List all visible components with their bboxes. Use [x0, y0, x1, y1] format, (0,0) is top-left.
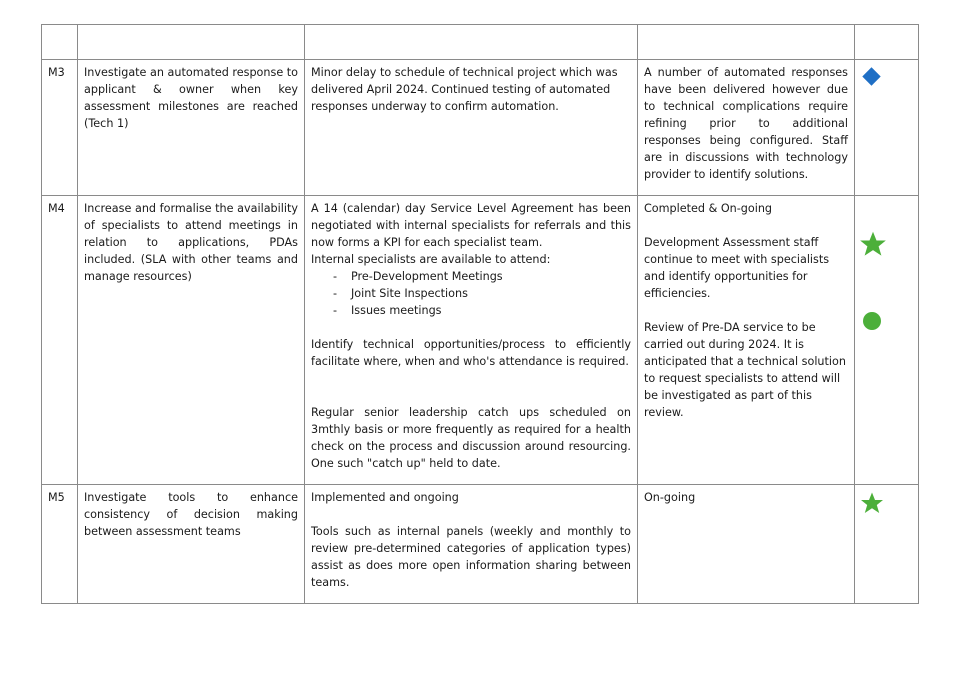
- status-cell: [638, 196, 855, 485]
- status-label: Completed & On-going: [644, 202, 773, 215]
- progress-cell: [305, 196, 638, 485]
- table-row: [42, 196, 919, 485]
- progress-paragraph: Identify technical opportunities/process to efficiently facilitate where, when and who's attendance is required.: [311, 338, 631, 368]
- progress-cell: Minor delay to schedule of technical project which was delivered April 2024. Continued testing of automated responses underway to confirm automation.: [305, 60, 638, 196]
- star-icon: [859, 230, 887, 258]
- status-paragraph: Development Assessment staff continue to meet with specialists and identify opportunities for efficiencies.: [644, 236, 830, 300]
- table-row: [42, 485, 919, 604]
- circle-icon: [863, 312, 881, 330]
- status-cell: On-going: [638, 485, 855, 604]
- action-cell: [78, 25, 305, 60]
- action-table-page: [41, 24, 919, 604]
- action-table: [41, 24, 919, 604]
- table-row: [42, 60, 919, 196]
- id-cell: M5: [42, 485, 78, 604]
- progress-cell: [305, 25, 638, 60]
- list-item: - Issues meetings: [351, 302, 631, 319]
- indicator-cell: [855, 485, 919, 604]
- indicator-cell: [855, 25, 919, 60]
- status-paragraph: Review of Pre-DA service to be carried out during 2024. It is anticipated that a technical solution to request specialists to attend will be investigated as part of this review.: [644, 321, 846, 419]
- indicator-cell: [855, 196, 919, 485]
- progress-paragraph: Tools such as internal panels (weekly and monthly to review pre-determined categories of application types) assist as does more open information sharing between teams.: [311, 525, 631, 589]
- id-cell: [42, 25, 78, 60]
- action-cell: Investigate tools to enhance consistency of decision making between assessment teams: [78, 485, 305, 604]
- id-cell: M4: [42, 196, 78, 485]
- action-cell: Investigate an automated response to applicant & owner when key assessment milestones are reached (Tech 1): [78, 60, 305, 196]
- star-icon: [860, 491, 884, 515]
- action-cell: Increase and formalise the availability of specialists to attend meetings in relation to applications, PDAs included. (SLA with other teams and manage resources): [78, 196, 305, 485]
- table-row: [42, 25, 919, 60]
- progress-cell: [305, 485, 638, 604]
- progress-paragraph: Regular senior leadership catch ups scheduled on 3mthly basis or more frequently as required for a health check on the process and discussion around resourcing. One such "catch up" held to date.: [311, 406, 631, 470]
- progress-lead: Internal specialists are available to attend:: [311, 253, 551, 266]
- id-cell: M3: [42, 60, 78, 196]
- indicator-cell: [855, 60, 919, 196]
- diamond-icon: [862, 67, 880, 85]
- list-item: - Joint Site Inspections: [351, 285, 631, 302]
- list-item: - Pre-Development Meetings: [351, 268, 631, 285]
- progress-label: Implemented and ongoing: [311, 491, 459, 504]
- status-cell: A number of automated responses have been delivered however due to technical complications require refining prior to additional responses being configured. Staff are in discussions with technology provider to identify solutions.: [638, 60, 855, 196]
- status-cell: [638, 25, 855, 60]
- specialist-list: [311, 268, 631, 319]
- progress-intro: A 14 (calendar) day Service Level Agreement has been negotiated with internal specialists for referrals and this now forms a KPI for each specialist team.: [311, 202, 631, 249]
